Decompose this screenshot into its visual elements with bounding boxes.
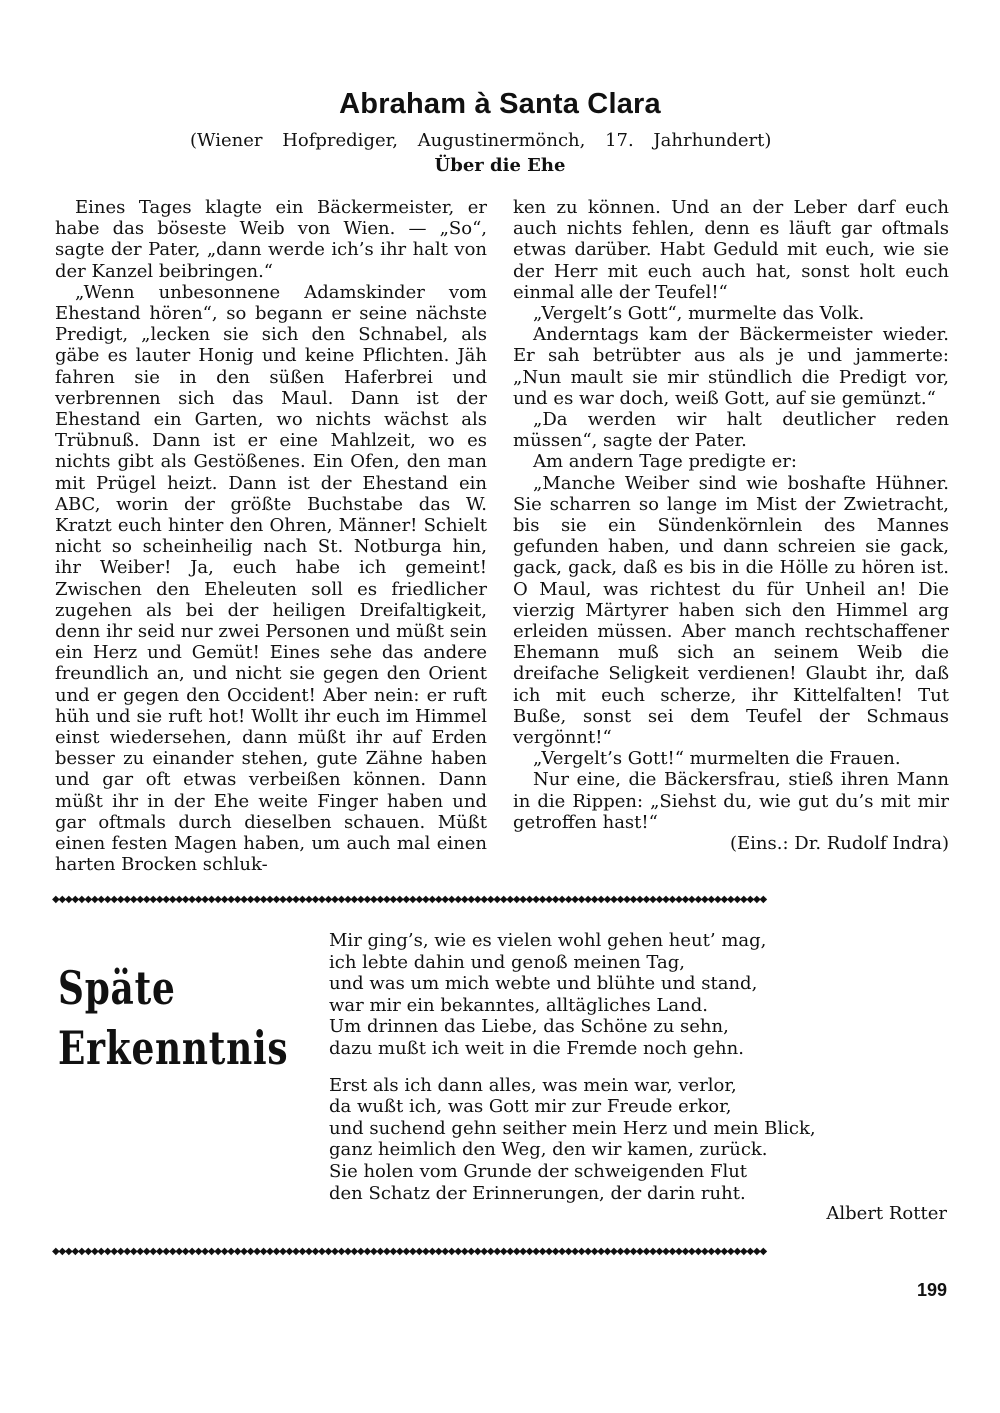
poem-line: ich lebte dahin und genoß meinen Tag, (329, 951, 686, 973)
poem-line: Mir ging’s, wie es vielen wohl gehen heut’ mag, (329, 930, 767, 951)
paragraph: „Da werden wir halt deutlicher reden müssen“, sagte der Pater. (513, 409, 949, 452)
poem-line: und suchend gehn seither mein Herz und mein Blick, (329, 1117, 816, 1139)
poem-line: war mir ein bekanntes, alltägliches Land. (329, 994, 708, 1016)
poem-line: da wußt ich, was Gott mir zur Freude erkor, (329, 1096, 732, 1118)
paragraph: „Vergelt’s Gott!“ murmelten die Frauen. (533, 748, 901, 770)
paragraph: „Vergelt’s Gott“, murmelte das Volk. (533, 303, 865, 325)
poem-author: Albert Rotter (826, 1203, 947, 1224)
poem-title-line: Späte (58, 961, 176, 1015)
left-column (55, 197, 487, 876)
poem-title-line: Erkenntnis (58, 1021, 289, 1075)
poem-line: ganz heimlich den Weg, den wir kamen, zurück. (329, 1139, 768, 1161)
poem-line: den Schatz der Erinnerungen, der darin ruht. (329, 1182, 746, 1204)
right-column (513, 197, 949, 854)
ornament-divider-top: ◆◆◆◆◆◆◆◆◆◆◆◆◆◆◆◆◆◆◆◆◆◆◆◆◆◆◆◆◆◆◆◆◆◆◆◆◆◆◆◆◆◆◆◆◆◆◆◆◆◆◆◆◆◆◆◆◆◆◆◆◆◆◆◆◆◆◆◆◆◆◆◆◆◆◆◆◆◆◆◆◆◆◆◆◆◆◆◆◆◆◆◆◆◆◆◆◆◆◆◆◆◆◆◆◆◆◆◆◆◆ (52, 894, 766, 905)
paragraph: Eines Tages klagte ein Bäckermeister, er habe das böseste Weib von Wien. — „So“, sagte der Pater, „dann werde ich’s ihr halt von der Kanzel beibringen.“ (55, 197, 487, 282)
article-credit: (Eins.: Dr. Rudolf Indra) (730, 833, 949, 855)
paragraph: „Wenn unbesonnene Adamskinder vom Ehestand hören“, so begann er seine nächste Predigt, „lecken sie sich den Schnabel, als gäbe es lauter Honig und keine Pflichten. Jäh fahren sie in den süßen Haferbrei und verbrennen sich das Maul. Dann ist der Ehestand ein Garten, wo nichts wächst als Trübnuß. Dann ist er eine Mahlzeit, wo es nichts gibt als Gestößenes. Ein Ofen, den man mit Prügel heizt. Dann ist der Ehestand ein ABC, worin der größte Buchstabe das W. Kratzt euch hinter den Ohren, Männer! Schielt nicht so scheinheilig nach St. Notburga hin, ihr Weiber! Ja, euch habe ich gemeint! Zwischen den Eheleuten soll es friedlicher zugehen als bei der heiligen Dreifaltigkeit, denn ihr seid nur zwei Personen und müßt sein ein Herz und Gemüt! Eines sehe das andere freundlich an, und nicht sie gegen den Orient und er gegen den Occident! Aber nein: er ruft hüh und sie ruft hot! Wollt ihr euch im Himmel einst wiedersehen, dann müßt ihr auf Erden besser zu einander stehen, gute Zähne haben und gar oft etwas verbeißen können. Dann müßt ihr in der Ehe weite Finger haben und gar oftmals durch dieselben schauen. Müßt einen festen Magen haben, um auch mal einen harten Brocken schluk- (55, 281, 487, 876)
poem-line: Um drinnen das Liebe, das Schöne zu sehn, (329, 1016, 729, 1038)
page-number: 199 (916, 1280, 947, 1300)
article-subtitle: (Wiener Hofprediger, Augustinermönch, 17. Jahrhundert) (190, 130, 772, 151)
paragraph: ken zu können. Und an der Leber darf euch auch nichts fehlen, denn es läuft gar oftmals etwas darüber. Habt Geduld mit euch, wie sie der Herr mit euch auch hat, sonst holt euch einmal alle der Teufel!“ (513, 197, 949, 303)
poem-line: und was um mich webte und blühte und stand, (329, 973, 758, 995)
poem-stanza (329, 930, 889, 1060)
poem-stanza (329, 1075, 889, 1205)
poem-title (58, 958, 289, 1078)
poem-line: Erst als ich dann alles, was mein war, verlor, (329, 1074, 737, 1096)
poem-line: dazu mußt ich weit in die Fremde noch gehn. (329, 1037, 744, 1059)
ornament-divider-bottom: ◆◆◆◆◆◆◆◆◆◆◆◆◆◆◆◆◆◆◆◆◆◆◆◆◆◆◆◆◆◆◆◆◆◆◆◆◆◆◆◆◆◆◆◆◆◆◆◆◆◆◆◆◆◆◆◆◆◆◆◆◆◆◆◆◆◆◆◆◆◆◆◆◆◆◆◆◆◆◆◆◆◆◆◆◆◆◆◆◆◆◆◆◆◆◆◆◆◆◆◆◆◆◆◆◆◆◆◆◆◆ (52, 1246, 766, 1257)
paragraph: Nur eine, die Bäckersfrau, stieß ihren Mann in die Rippen: „Siehst du, wie gut du’s mit mir getroffen hast!“ (513, 769, 949, 833)
paragraph: Am andern Tage predigte er: (533, 451, 797, 473)
paragraph: „Manche Weiber sind wie boshafte Hühner. Sie scharren so lange im Mist der Zwietracht, bis sie ein Sündenkörnlein des Mannes gefunden haben, und dann schreien sie gack, gack, gack, daß es bis in die Hölle zu hören ist. O Maul, was richtest du für Unheil an! Die vierzig Märtyrer haben sich den Himmel arg erleiden müssen. Aber manch rechtschaffener Ehemann muß sich an seinem Weib die dreifache Seligkeit verdienen! Glaubt ihr, daß ich mit euch scherze, ihr Kittelfalten! Tut Buße, sonst sei dem Teufel der Schmaus vergönnt!“ (513, 472, 949, 749)
article-title: Abraham à Santa Clara (339, 88, 661, 120)
poem-line: Sie holen vom Grunde der schweigenden Flut (329, 1160, 748, 1182)
article-heading: Über die Ehe (434, 155, 566, 176)
paragraph: Anderntags kam der Bäckermeister wieder. Er sah betrübter aus als je und jammerte: „Nun mault sie mir stündlich die Predigt vor, und es war doch, weiß Gott, auf sie gemünzt.“ (513, 324, 949, 409)
poem-body (329, 930, 889, 1219)
